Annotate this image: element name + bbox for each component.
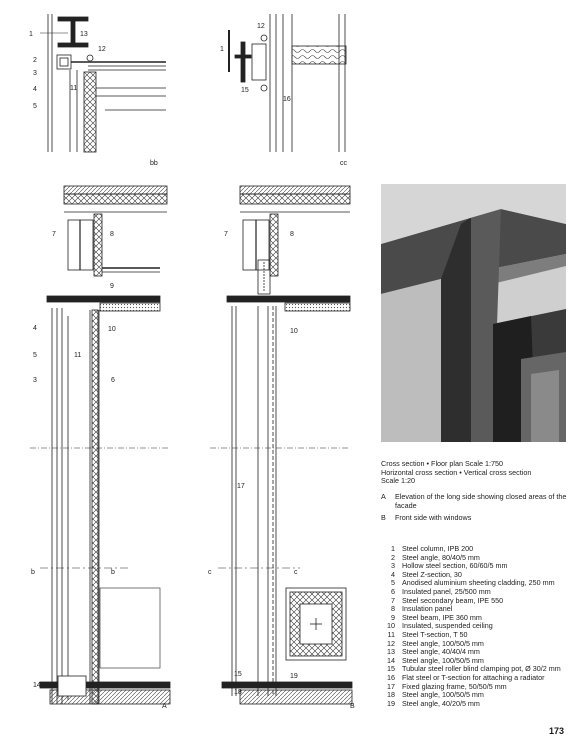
cut-label: c [208,569,212,576]
caption-line: Cross section • Floor plan Scale 1:750 [381,459,503,468]
cc-callouts [220,23,348,167]
callout: 7 [52,231,56,238]
building-photo [381,184,566,442]
callout: 16 [283,96,291,103]
callout: 12 [257,23,265,30]
legend-text: Tubular steel roller blind clamping pot, Ø 30/2 mm [402,664,561,674]
legend-number: 4 [391,569,395,579]
legend-number: 8 [391,604,395,614]
legend-number: 16 [387,672,395,682]
cut-label: c [294,569,298,576]
callout: 4 [33,86,37,93]
section-b [210,186,352,704]
callout: 9 [110,283,114,290]
note-key: B [381,513,386,523]
legend-number: 2 [391,552,395,562]
callout: 3 [33,70,37,77]
callout: 13 [80,31,88,38]
legend-text: Fixed glazing frame, 50/50/5 mm [402,681,507,691]
note-item [381,514,571,523]
note-key: A [381,492,386,501]
legend-text: Insulated, suspended ceiling [402,621,493,631]
legend-number: 3 [391,561,395,571]
callout: 14 [33,682,41,689]
callout: 4 [33,325,37,332]
callout: 15 [234,671,242,678]
legend-text: Steel angle, 40/40/4 mm [402,647,480,657]
callout: 6 [111,377,115,384]
callout: 1 [29,31,33,38]
legend-item [381,700,571,709]
callout: 8 [110,231,114,238]
section-label-cc: cc [340,160,347,167]
legend-text: Steel beam, IPE 360 mm [402,612,482,622]
legend-number: 15 [387,664,395,674]
legend-number: 12 [387,638,395,648]
callout: 19 [290,673,298,680]
legend-number: 19 [387,698,395,708]
component-legend [381,545,571,708]
callout: 3 [33,377,37,384]
legend-text: Steel angle, 100/50/5 mm [402,655,484,665]
note-text: Front side with windows [395,513,472,523]
callout: 11 [70,85,78,92]
figure-notes [381,493,571,523]
cut-label: b [111,569,115,576]
legend-number: 6 [391,586,395,596]
legend-number: 13 [387,647,395,657]
section-label-bb: bb [150,160,158,167]
caption-line: Horizontal cross section • Vertical cross section [381,467,532,477]
callout: 8 [290,231,294,238]
detail-cc [229,14,346,152]
legend-text: Steel angle, 100/50/5 mm [402,638,484,648]
callout: 5 [33,352,37,359]
legend-text: Steel angle, 40/20/5 mm [402,698,480,708]
callout: 18 [234,689,242,696]
legend-text: Insulated panel, 25/500 mm [402,586,491,596]
caption-line: Scale 1:20 [381,476,415,486]
legend-text: Steel angle, 100/50/5 mm [402,690,484,700]
callout: 10 [290,328,298,335]
legend-text: Steel secondary beam, IPE 550 [402,595,504,605]
legend-text: Steel Z-section, 30 [402,569,462,579]
legend-text: Anodised aluminium sheeting cladding, 250 mm [402,578,555,588]
legend-number: 18 [387,690,395,700]
page-number: 173 [548,726,564,736]
detail-bb [48,14,166,152]
legend-number: 10 [387,621,395,631]
legend-text: Hollow steel section, 60/60/5 mm [402,561,508,571]
section-a [30,186,170,704]
callout: 2 [33,57,37,64]
callout: 10 [108,326,116,333]
callout: 15 [241,87,249,94]
legend-number: 11 [387,629,395,639]
legend-text: Insulation panel [402,604,453,614]
legend-number: 17 [387,681,395,691]
callout: 17 [237,483,245,490]
legend-text: Steel T-section, T 50 [402,629,468,639]
legend-text: Flat steel or T-section for attaching a radiator [402,672,545,682]
note-item [381,493,571,510]
legend-number: 14 [387,655,395,665]
note-text: Elevation of the long side showing closed areas of the facade [395,492,567,510]
section-label-b: B [350,703,355,710]
figure-caption [381,460,571,486]
section-label-a: A [162,703,167,710]
cut-label: b [31,569,35,576]
legend-text: Steel angle, 80/40/5 mm [402,552,480,562]
legend-number: 9 [391,612,395,622]
callout: 1 [220,46,224,53]
callout: 7 [224,231,228,238]
callout: 5 [33,103,37,110]
legend-number: 1 [391,544,395,553]
callout: 11 [74,352,82,359]
legend-number: 7 [391,595,395,605]
callout: 12 [98,46,106,53]
legend-text: Steel column, IPB 200 [402,544,474,553]
legend-number: 5 [391,578,395,588]
